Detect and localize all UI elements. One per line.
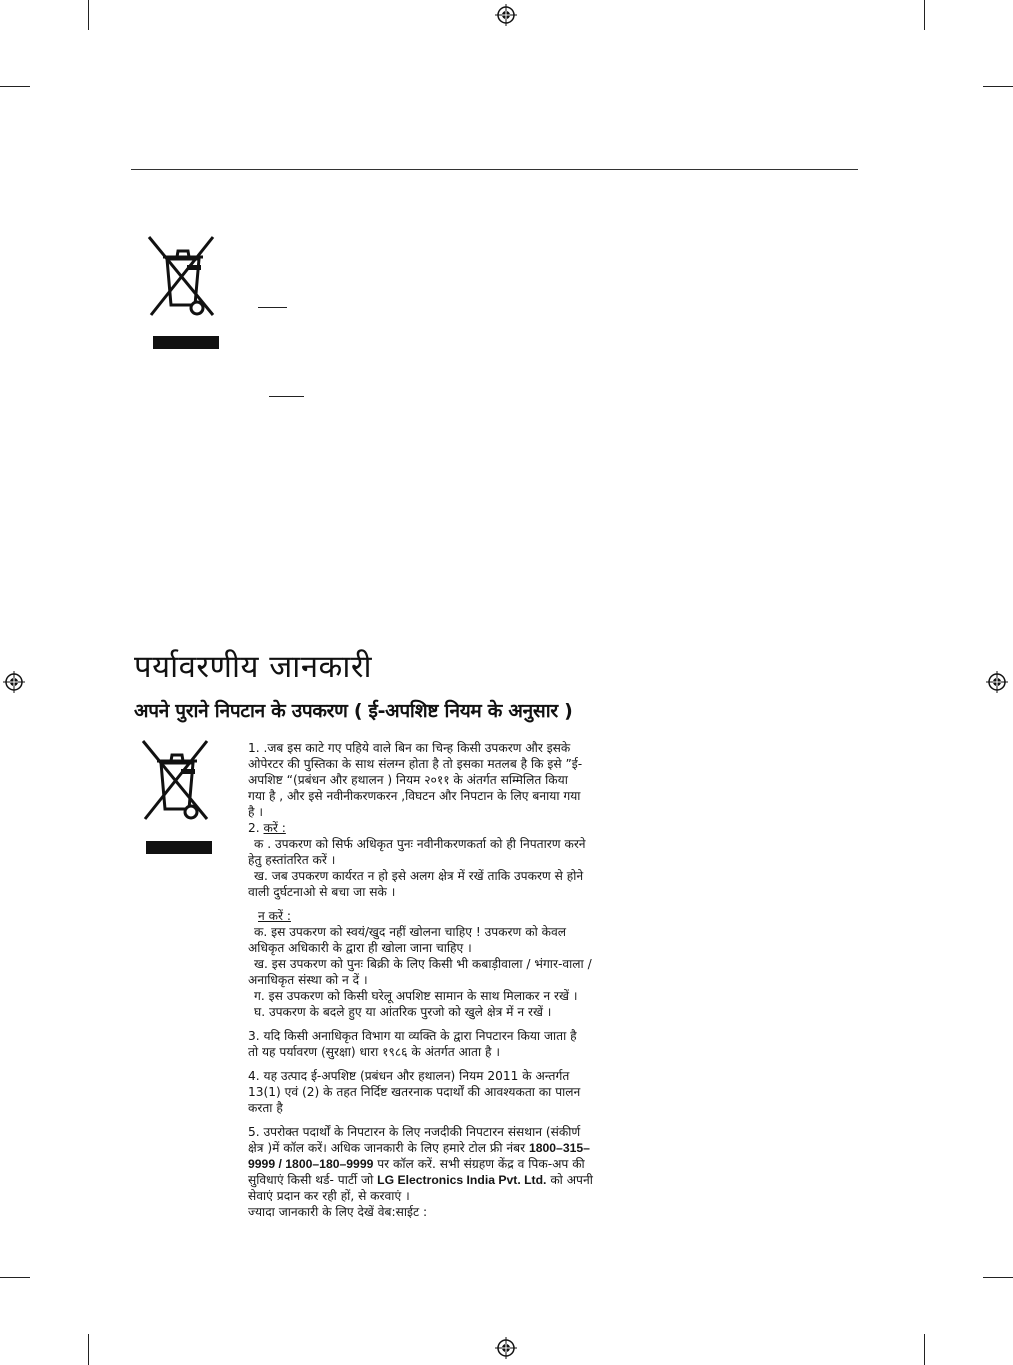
item-4-line: करता है: [248, 1101, 283, 1115]
crop-mark: [983, 1277, 1013, 1278]
registration-mark-icon: [495, 4, 517, 26]
dont-line: अनाधिकृत संस्था को न दें ।: [248, 973, 368, 987]
item-1-line: अपशिष्ट “(प्रबंधन और हथालन ) नियम २०११ के अंतर्गत सम्मिलित किया: [248, 773, 568, 787]
rule: [269, 396, 304, 397]
crop-mark: [924, 1334, 925, 1365]
crop-mark: [924, 0, 925, 30]
item-5-line: क्षेत्र )में कॉल करें। अधिक जानकारी के लिए हमारे टोल फ्री नंबर 1800–315–: [248, 1141, 590, 1155]
item-5-line: ज्यादा जानकारी के लिए देखें वेब:साईट :: [248, 1205, 428, 1219]
item-1-line: है ।: [248, 805, 263, 819]
crop-mark: [88, 0, 89, 30]
item-5-line: 9999 / 1800–180–9999 पर कॉल करें. सभी संग्रहण केंद्र व पिक-अप की: [248, 1157, 585, 1171]
dont-line: ख. इस उपकरण को पुनः बिक्री के लिए किसी भी कबाड़ीवाला / भंगार-वाला /: [254, 957, 592, 971]
dont-line: ग. इस उपकरण को किसी घरेलू अपशिष्ट सामान के साथ मिलाकर न रखें ।: [254, 989, 578, 1003]
dont-heading: [248, 908, 696, 924]
do-heading: 2. करें :: [248, 821, 286, 835]
dont-label: न करें :: [258, 909, 291, 923]
dont-line: अधिकृत अधिकारी के द्वारा ही खोला जाना चाहिए ।: [248, 941, 472, 955]
disposal-instructions: [248, 740, 696, 1220]
item-4-line: 13(1) एवं (2) के तहत निर्दिष्ट खतरनाक पदार्थों की आवश्यकता का पालन: [248, 1085, 581, 1099]
crop-mark: [0, 1277, 30, 1278]
dont-line: क. इस उपकरण को स्वयं/खुद नहीं खोलना चाहिए ! उपकरण को केवल: [254, 925, 567, 939]
header-rule: [131, 169, 858, 170]
item-5-line: सेवाएं प्रदान कर रही हों, से करवाएं ।: [248, 1189, 410, 1203]
symbol-bar: [153, 336, 219, 349]
registration-mark-icon: [495, 1337, 517, 1359]
dont-line: घ. उपकरण के बदले हुए या आंतरिक पुरजो को खुले क्षेत्र में न रखें ।: [254, 1005, 552, 1019]
crop-mark: [88, 1334, 89, 1365]
item-1-line: 1. .जब इस काटे गए पहिये वाले बिन का चिन्ह किसी उपकरण और इसके: [248, 741, 571, 755]
do-line: ख. जब उपकरण कार्यरत न हो इसे अलग क्षेत्र में रखें ताकि उपकरण से होने: [254, 869, 584, 883]
section-title: अपने पुराने निपटान के उपकरण ( ई-अपशिष्ट नियम के अनुसार ): [134, 700, 573, 722]
crop-mark: [0, 86, 30, 87]
page-title: पर्यावरणीय जानकारी: [134, 649, 373, 685]
item-5-line: सुविधाएं किसी थर्ड- पार्टी जो LG Electronics India Pvt. Ltd. को अपनी: [248, 1173, 593, 1187]
item-5-line: 5. उपरोक्त पदार्थों के निपटारन के लिए नजदीकी निपटारन संसथान (संकीर्ण: [248, 1125, 581, 1139]
item-3-line: तो यह पर्यावरण (सुरक्षा) धारा १९८६ के अंतर्गत आता है ।: [248, 1045, 500, 1059]
do-line: क . उपकरण को सिर्फ अधिकृत पुनः नवीनीकरणकर्ता को ही निपतारण करने: [254, 837, 586, 851]
crossed-bin-icon: [141, 739, 213, 825]
registration-mark-icon: [986, 671, 1008, 693]
do-line: वाली दुर्घटनाओ से बचा जा सके ।: [248, 885, 396, 899]
crop-mark: [983, 86, 1013, 87]
item-3-line: 3. यदि किसी अनाधिकृत विभाग या व्यक्ति के द्वारा निपटारन किया जाता है: [248, 1029, 577, 1043]
company-name: LG Electronics India Pvt. Ltd.: [377, 1173, 547, 1187]
toll-free-number: 1800–315–: [528, 1141, 590, 1155]
do-line: हेतु हस्तांतरित करें ।: [248, 853, 336, 867]
toll-free-number: 9999 / 1800–180–9999: [248, 1157, 374, 1171]
item-1-line: गया है , और इसे नवीनीकरणकरन ,विघटन और निपटान के लिए बनाया गया: [248, 789, 581, 803]
do-label: करें :: [263, 821, 286, 835]
item-1-line: ओपेरटर की पुस्तिका के साथ संलग्न होता है तो इसका मतलब है कि इसे ”ई-: [248, 757, 583, 771]
item-4-line: 4. यह उत्पाद ई-अपशिष्ट (प्रबंधन और हथालन) नियम 2011 के अन्तर्गत: [248, 1069, 570, 1083]
symbol-bar: [146, 841, 212, 854]
registration-mark-icon: [3, 671, 25, 693]
crossed-bin-icon: [147, 235, 219, 321]
rule: [258, 307, 287, 308]
